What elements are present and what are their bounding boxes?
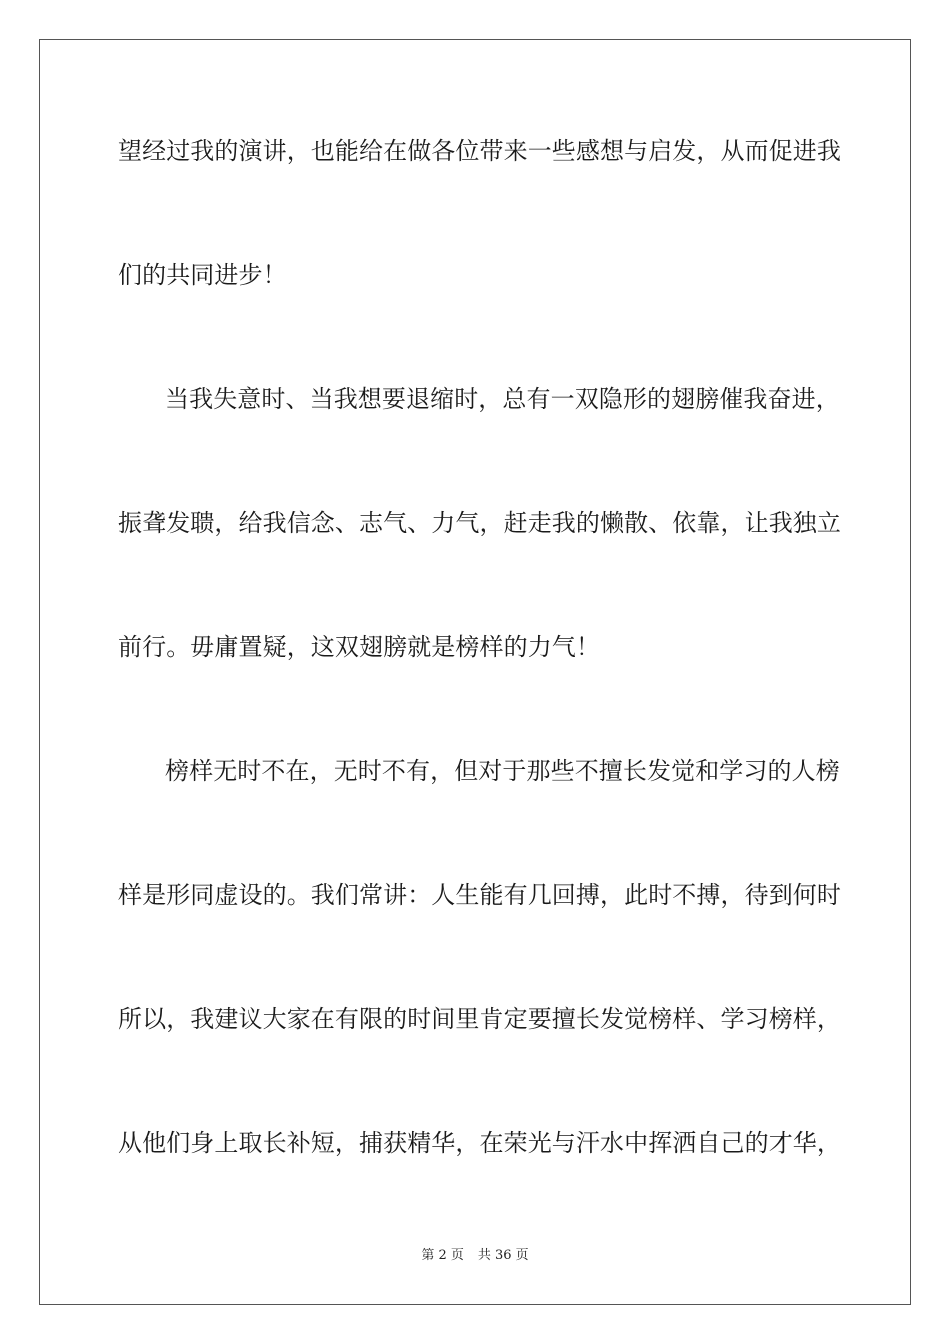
- body-text-line: 所以，我建议大家在有限的时间里肯定要擅长发觉榜样、学习榜样，: [118, 1005, 841, 1033]
- body-text-line: 望经过我的演讲，也能给在做各位带来一些感想与启发，从而促进我: [118, 137, 841, 165]
- page-border: [39, 39, 911, 1305]
- body-text-line: 榜样无时不在，无时不有，但对于那些不擅长发觉和学习的人榜: [165, 757, 840, 785]
- body-text-line: 当我失意时、当我想要退缩时，总有一双隐形的翅膀催我奋进，: [165, 385, 840, 413]
- page-number: 第 2 页: [421, 1248, 464, 1263]
- body-text-line: 从他们身上取长补短，捕获精华，在荣光与汗水中挥洒自己的才华，: [118, 1129, 841, 1157]
- total-pages: 共 36 页: [477, 1248, 529, 1263]
- body-text-line: 样是形同虚设的。我们常讲：人生能有几回搏，此时不搏，待到何时: [118, 881, 841, 909]
- body-text-line: 们的共同进步！: [118, 261, 287, 289]
- body-text-line: 振聋发聩，给我信念、志气、力气，赶走我的懒散、依靠，让我独立: [118, 509, 841, 537]
- page-footer: [0, 1248, 950, 1264]
- body-text-line: 前行。毋庸置疑，这双翅膀就是榜样的力气！: [118, 633, 600, 661]
